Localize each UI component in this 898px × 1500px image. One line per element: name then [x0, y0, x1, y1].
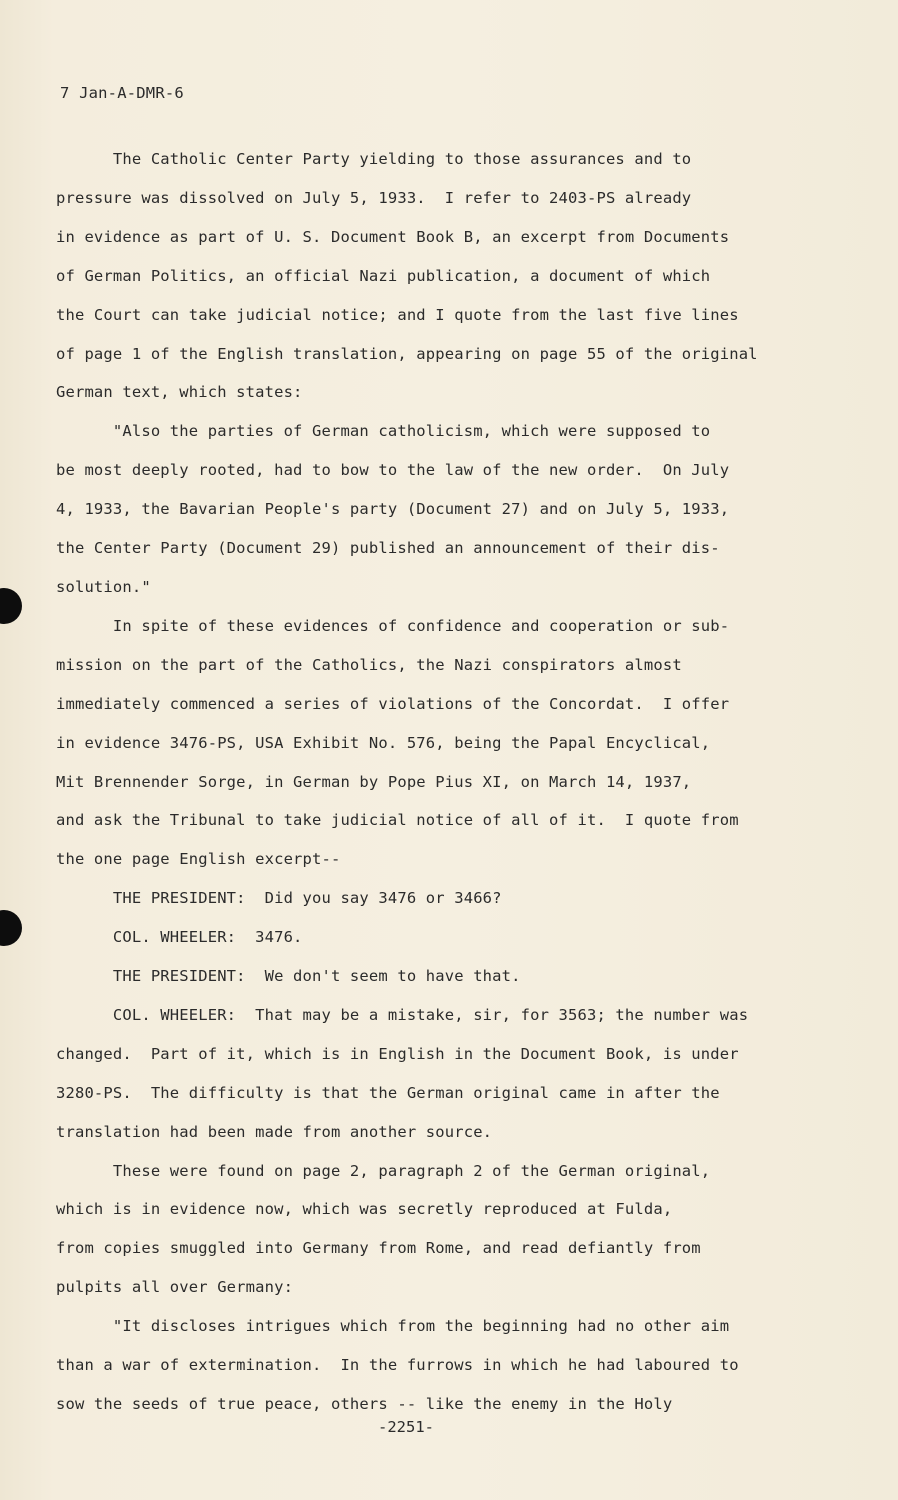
punch-hole [0, 588, 22, 624]
text-line: Mit Brennender Sorge, in German by Pope Pius XI, on March 14, 1937, [56, 772, 692, 791]
text-line: and ask the Tribunal to take judicial notice of all of it. I quote from [56, 811, 739, 830]
text-line: "Also the parties of German catholicism, which were supposed to [56, 422, 711, 441]
text-line: than a war of extermination. In the furrows in which he had laboured to [56, 1356, 739, 1375]
text-line: of German Politics, an official Nazi publication, a document of which [56, 266, 711, 285]
text-line: translation had been made from another source. [56, 1122, 493, 1141]
text-line: These were found on page 2, paragraph 2 of the German original, [56, 1161, 711, 1180]
text-line: pressure was dissolved on July 5, 1933. I refer to 2403-PS already [56, 188, 692, 207]
punch-hole [0, 910, 22, 946]
text-line: mission on the part of the Catholics, the Nazi conspirators almost [56, 655, 682, 674]
page-number: -2251- [378, 1418, 434, 1436]
transcript-body [56, 140, 796, 1424]
document-reference: 7 Jan-A-DMR-6 [60, 84, 184, 102]
text-line: from copies smuggled into Germany from Rome, and read defiantly from [56, 1239, 701, 1258]
text-line: changed. Part of it, which is in English in the Document Book, is under [56, 1044, 739, 1063]
text-line: The Catholic Center Party yielding to those assurances and to [56, 150, 692, 168]
text-line: "It discloses intrigues which from the beginning had no other aim [56, 1317, 730, 1336]
text-line: COL. WHEELER: 3476. [56, 928, 303, 947]
text-line: sow the seeds of true peace, others -- like the enemy in the Holy [56, 1395, 673, 1413]
text-line: the one page English excerpt-- [56, 850, 341, 869]
text-line: in evidence 3476-PS, USA Exhibit No. 576, being the Papal Encyclical, [56, 733, 711, 752]
text-line: be most deeply rooted, had to bow to the law of the new order. On July [56, 461, 730, 480]
text-line: in evidence as part of U. S. Document Book B, an excerpt from Documents [56, 227, 730, 246]
text-line: THE PRESIDENT: Did you say 3476 or 3466? [56, 889, 502, 908]
text-line: which is in evidence now, which was secretly reproduced at Fulda, [56, 1200, 673, 1219]
text-line: the Court can take judicial notice; and I quote from the last five lines [56, 305, 739, 324]
text-line: COL. WHEELER: That may be a mistake, sir, for 3563; the number was [56, 1005, 749, 1024]
text-line: In spite of these evidences of confidence and cooperation or sub- [56, 616, 730, 635]
text-line: solution." [56, 577, 151, 596]
text-line: the Center Party (Document 29) published an announcement of their dis- [56, 539, 720, 558]
text-line: pulpits all over Germany: [56, 1278, 294, 1297]
text-line: 3280-PS. The difficulty is that the German original came in after the [56, 1083, 720, 1102]
text-line: 4, 1933, the Bavarian People's party (Document 27) and on July 5, 1933, [56, 500, 730, 519]
text-line: German text, which states: [56, 383, 303, 402]
text-line: THE PRESIDENT: We don't seem to have that. [56, 967, 521, 986]
text-line: immediately commenced a series of violations of the Concordat. I offer [56, 694, 730, 713]
text-line: of page 1 of the English translation, appearing on page 55 of the original [56, 344, 758, 363]
